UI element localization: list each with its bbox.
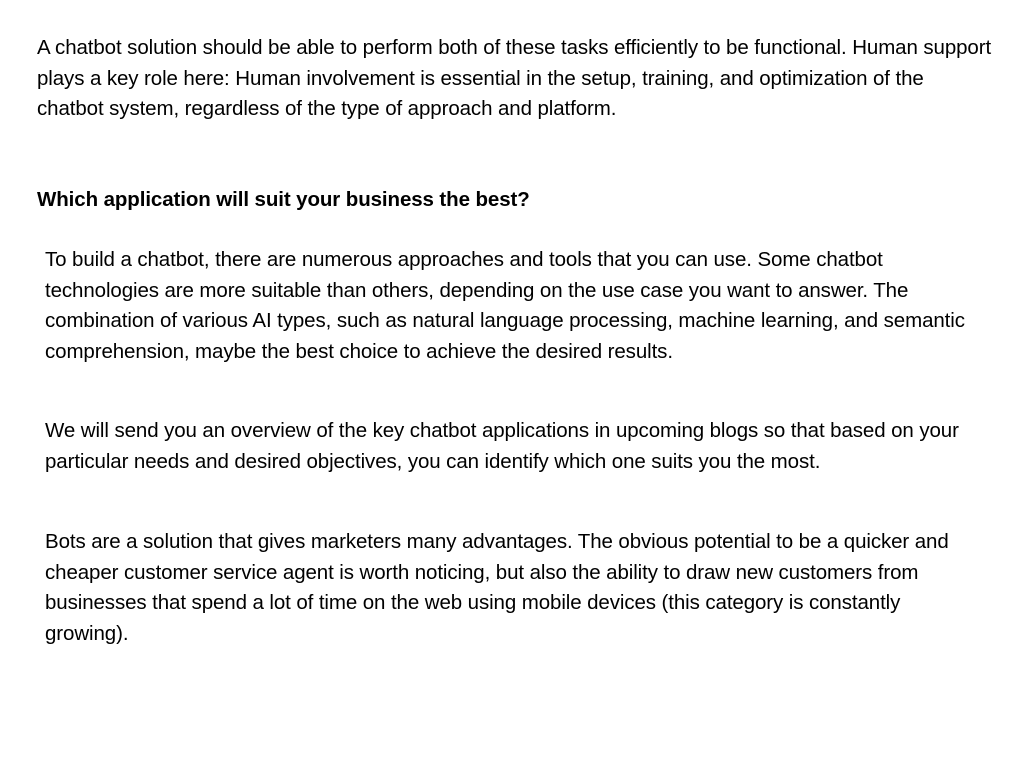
body-paragraph-approaches: To build a chatbot, there are numerous approaches and tools that you can use. Some chatbot technologies are more suitable than others, depending on the use case you want to answer. The combination of various AI types, such as natural language processing, machine learning, and semantic comprehension, maybe the best choice to achieve the desired results. <box>45 248 965 364</box>
intro-paragraph: A chatbot solution should be able to perform both of these tasks efficiently to be functional. Human support plays a key role here: Human involvement is essential in the setup, training, and optimization of the chatbot system, regardless of the type of approach and platform. <box>37 36 992 121</box>
body-paragraph-overview: We will send you an overview of the key chatbot applications in upcoming blogs so that based on your particular needs and desired objectives, you can identify which one suits you the most. <box>45 419 959 473</box>
body-paragraph-advantages: Bots are a solution that gives marketers many advantages. The obvious potential to be a quicker and cheaper customer service agent is worth noticing, but also the ability to draw new customers from businesses that spend a lot of time on the web using mobile devices (this category is constantly growing). <box>45 530 949 646</box>
section-heading: Which application will suit your business the best? <box>37 188 530 211</box>
